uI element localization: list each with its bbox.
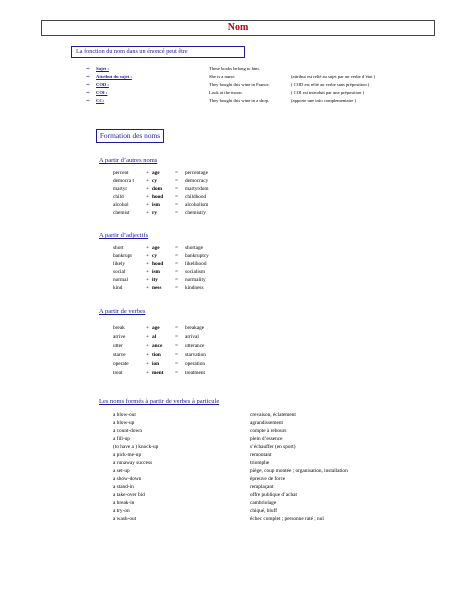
equals-sign: = xyxy=(175,202,178,208)
translation: remplaçant xyxy=(250,484,274,490)
result-word: treatment xyxy=(185,370,206,376)
translation: crevaison, éclatement xyxy=(250,412,296,418)
base-word: alcohol xyxy=(113,202,129,208)
plus-sign: + xyxy=(146,253,149,259)
equals-sign: = xyxy=(175,277,178,283)
arrow-icon: ⇨ xyxy=(86,82,90,87)
suffix: al xyxy=(152,334,157,340)
result-word: starvation xyxy=(185,352,206,358)
fonction-example: They bought this wine in a shop. xyxy=(209,98,270,103)
suffix: ity xyxy=(152,277,158,283)
suffix: ion xyxy=(152,361,160,367)
plus-sign: + xyxy=(146,170,149,176)
plus-sign: + xyxy=(146,325,149,331)
translation: compte à rebours xyxy=(250,428,287,434)
phrasal-noun: a set-up xyxy=(113,468,130,474)
suffix: ness xyxy=(152,285,162,291)
base-word: democra t xyxy=(113,178,135,184)
result-word: percentage xyxy=(185,170,208,176)
phrasal-noun: a take-over bid xyxy=(113,492,145,498)
plus-sign: + xyxy=(146,370,149,376)
equals-sign: = xyxy=(175,253,178,259)
suffix: ance xyxy=(152,343,163,349)
fonction-note: ( COI est introduit par une préposition ) xyxy=(291,90,365,95)
plus-sign: + xyxy=(146,194,149,200)
equals-sign: = xyxy=(175,170,178,176)
equals-sign: = xyxy=(175,325,178,331)
translation: échec complet ; personne raté ; nul xyxy=(250,516,324,522)
base-word: kind xyxy=(113,285,123,291)
base-word: treat xyxy=(113,370,123,376)
suffix: ism xyxy=(152,202,160,208)
result-word: utterance xyxy=(185,343,205,349)
section-heading-particule: Les noms formés à partir de verbes à particule xyxy=(99,398,220,405)
suffix: cy xyxy=(152,178,157,184)
phrasal-noun: a try-on xyxy=(113,508,130,514)
fonction-example: Look at the moon. xyxy=(209,90,243,95)
translation: remontant xyxy=(250,452,272,458)
translation: s’échauffer (en sport) xyxy=(250,444,296,450)
base-word: chemist xyxy=(113,210,130,216)
fonction-note: (attribut est relié au sujet par un verbe d’état ) xyxy=(291,74,376,79)
translation: épreuve de force xyxy=(250,476,286,482)
translation: plein d’essence xyxy=(250,436,283,442)
suffix: tion xyxy=(152,352,161,358)
phrasal-noun: (to have a ) knock-up xyxy=(113,444,159,450)
equals-sign: = xyxy=(175,343,178,349)
plus-sign: + xyxy=(146,352,149,358)
result-word: normality xyxy=(185,277,206,283)
phrasal-noun: a blow-out xyxy=(113,412,136,418)
fonction-example: They bought this wine in France. xyxy=(209,82,270,87)
page-title: Nom xyxy=(41,20,435,36)
phrasal-noun: a runaway success xyxy=(113,460,153,466)
group-heading-verbes: A partir de verbes xyxy=(99,308,146,315)
equals-sign: = xyxy=(175,269,178,275)
fonction-label: COD : xyxy=(96,82,109,87)
base-word: break xyxy=(113,325,125,331)
base-word: social xyxy=(113,269,126,275)
base-word: operate xyxy=(113,361,129,367)
fonction-example: These books belong to him. xyxy=(209,66,260,71)
equals-sign: = xyxy=(175,361,178,367)
arrow-icon: ⇨ xyxy=(86,98,90,103)
fonction-note: ( COD est relié au verbe sans préposition ) xyxy=(291,82,370,87)
translation: offre publique d’achat xyxy=(250,492,297,498)
plus-sign: + xyxy=(146,261,149,267)
phrasal-noun: a pick-me-up xyxy=(113,452,142,458)
equals-sign: = xyxy=(175,285,178,291)
translation: triomphe xyxy=(250,460,270,466)
phrasal-noun: a fill-up xyxy=(113,436,130,442)
equals-sign: = xyxy=(175,352,178,358)
suffix: age xyxy=(152,325,160,331)
base-word: bankrupt xyxy=(113,253,132,259)
equals-sign: = xyxy=(175,261,178,267)
plus-sign: + xyxy=(146,178,149,184)
section-heading-fonction: La fonction du nom dans un énoncé peut être xyxy=(71,46,245,58)
suffix: ment xyxy=(152,370,164,376)
suffix: age xyxy=(152,245,160,251)
result-word: operation xyxy=(185,361,206,367)
base-word: arrive xyxy=(113,334,126,340)
base-word: utter xyxy=(113,343,123,349)
result-word: childhood xyxy=(185,194,207,200)
section-heading-formation: Formation des noms xyxy=(96,129,164,143)
plus-sign: + xyxy=(146,269,149,275)
suffix: ry xyxy=(152,210,157,216)
group-heading-noms: A partir d’autres noms xyxy=(99,157,158,164)
suffix: hood xyxy=(152,261,164,267)
suffix: age xyxy=(152,170,160,176)
fonction-label: Sujet : xyxy=(96,66,109,71)
result-word: democracy xyxy=(185,178,209,184)
suffix: ism xyxy=(152,269,160,275)
result-word: breakage xyxy=(185,325,205,331)
result-word: arrival xyxy=(185,334,199,340)
phrasal-noun: a stand-in xyxy=(113,484,134,490)
result-word: shortage xyxy=(185,245,203,251)
plus-sign: + xyxy=(146,334,149,340)
fonction-example: She is a nurse. xyxy=(209,74,236,79)
phrasal-noun: a blow-up xyxy=(113,420,135,426)
phrasal-noun: a break-in xyxy=(113,500,135,506)
plus-sign: + xyxy=(146,343,149,349)
translation: piège, coup montée ; organisation, installation xyxy=(250,468,348,474)
plus-sign: + xyxy=(146,186,149,192)
plus-sign: + xyxy=(146,285,149,291)
plus-sign: + xyxy=(146,277,149,283)
translation: agrandissement xyxy=(250,420,283,426)
plus-sign: + xyxy=(146,210,149,216)
plus-sign: + xyxy=(146,245,149,251)
plus-sign: + xyxy=(146,202,149,208)
arrow-icon: ⇨ xyxy=(86,74,90,79)
fonction-label: Attribut du sujet : xyxy=(96,74,132,79)
base-word: martyr xyxy=(113,186,128,192)
arrow-icon: ⇨ xyxy=(86,90,90,95)
fonction-label: CC: xyxy=(96,98,105,103)
phrasal-noun: a wash-out xyxy=(113,516,137,522)
plus-sign: + xyxy=(146,361,149,367)
result-word: likelihood xyxy=(185,261,207,267)
result-word: socialism xyxy=(185,269,206,275)
equals-sign: = xyxy=(175,334,178,340)
fonction-note: (apporte une info complementaire ) xyxy=(291,98,357,103)
suffix: hood xyxy=(152,194,164,200)
equals-sign: = xyxy=(175,245,178,251)
translation: chiqué, bluff xyxy=(250,508,277,514)
result-word: martyrdom xyxy=(185,186,209,192)
base-word: short xyxy=(113,245,124,251)
base-word: normal xyxy=(113,277,129,283)
phrasal-noun: a show-down xyxy=(113,476,142,482)
equals-sign: = xyxy=(175,178,178,184)
group-heading-adjectifs: A partir d’adjectifs xyxy=(99,232,149,239)
arrow-icon: ⇨ xyxy=(86,66,90,71)
base-word: child xyxy=(113,194,124,200)
fonction-label: COI : xyxy=(96,90,108,95)
suffix: dom xyxy=(152,186,163,192)
base-word: starve xyxy=(113,352,126,358)
result-word: kindness xyxy=(185,285,204,291)
result-word: alcoholism xyxy=(185,202,209,208)
translation: cambriolage xyxy=(250,500,277,506)
equals-sign: = xyxy=(175,370,178,376)
equals-sign: = xyxy=(175,210,178,216)
phrasal-noun: a count-down xyxy=(113,428,142,434)
base-word: percent xyxy=(113,170,129,176)
equals-sign: = xyxy=(175,194,178,200)
result-word: chemistry xyxy=(185,210,206,216)
result-word: bankruptcy xyxy=(185,253,209,259)
base-word: likely xyxy=(113,261,126,267)
equals-sign: = xyxy=(175,186,178,192)
suffix: cy xyxy=(152,253,157,259)
